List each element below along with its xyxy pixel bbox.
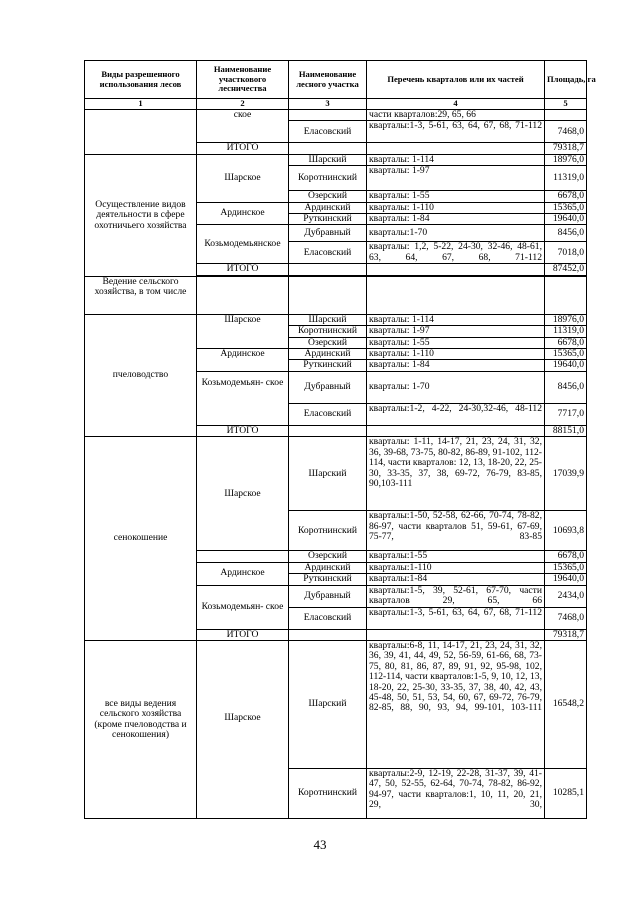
- bees-forestry-kozmo: Козьмодемьян- ское: [197, 371, 289, 425]
- agri-plot: [289, 276, 367, 314]
- bees-area-6: 8456,0: [545, 371, 587, 403]
- bees-total-plot: [289, 425, 367, 436]
- bees-plot-6: Дубравный: [289, 371, 367, 403]
- hunting-total-label: ИТОГО: [197, 264, 289, 275]
- hunting-total-area: 87452,0: [545, 264, 587, 275]
- hunting-area-6: 8456,0: [545, 225, 587, 242]
- cont-total-label: ИТОГО: [197, 143, 289, 154]
- bees-plot-7: Еласовский: [289, 403, 367, 425]
- bees-area-5: 19640,0: [545, 360, 587, 371]
- bees-forestry-sharskoe: [197, 314, 289, 348]
- bees-quarters-6: кварталы: 1-70: [367, 371, 545, 403]
- hunting-quarters-7: кварталы: 1,2, 5-22, 24-30, 32-46, 48-61, 63, 64, 67, 68, 71-112: [367, 242, 545, 264]
- cont-plot-2: Еласовский: [289, 121, 367, 143]
- allagri-forestry-sharskoe: Шарское: [197, 640, 289, 818]
- hunting-plot-3: Озерский: [289, 191, 367, 202]
- header-forest-plot: Наименование лесного участка: [289, 61, 367, 99]
- hay-plot-2: Коротнинский: [289, 511, 367, 551]
- hunting-area-7: 7018,0: [545, 242, 587, 264]
- hunting-area-1: 18976,0: [545, 154, 587, 165]
- hunting-plot-1: Шарский: [289, 154, 367, 165]
- hay-plot-6: Дубравный: [289, 585, 367, 607]
- hay-plot-4: Ардинский: [289, 562, 367, 573]
- hunting-quarters-3: кварталы: 1-55: [367, 191, 545, 202]
- header-use-type: Виды разрешенного использования лесов: [85, 61, 197, 99]
- hunting-area-2: 11319,0: [545, 166, 587, 191]
- hay-forestry-ardinskoe: Ардинское: [197, 562, 289, 585]
- bees-forestry-ardinskoe: Ардинское: [197, 349, 289, 372]
- header-quarters: Перечень кварталов или их частей: [367, 61, 545, 99]
- hay-area-3: 6678,0: [545, 551, 587, 562]
- hay-forestry-sharskoe: Шарское: [197, 437, 289, 551]
- hay-use-type: сенокошение: [85, 437, 197, 641]
- header-num-3: 3: [289, 99, 367, 110]
- hunting-plot-5: Руткинский: [289, 214, 367, 225]
- bees-area-3: 6678,0: [545, 337, 587, 348]
- agri-area: [545, 276, 587, 314]
- hunting-total-quarters: [367, 264, 545, 275]
- header-num-2: 2: [197, 99, 289, 110]
- agri-forestry: [197, 276, 289, 314]
- hay-area-1: 17039,9: [545, 437, 587, 511]
- hunting-plot-7: Еласовский: [289, 242, 367, 264]
- bees-plot-1: Шарский: [289, 314, 367, 325]
- bees-quarters-7: кварталы:1-2, 4-22, 24-30,32-46, 48-112: [367, 403, 545, 425]
- hunting-quarters-2: кварталы: 1-97: [367, 166, 545, 191]
- hay-quarters-6: кварталы:1-5, 39, 52-61, 67-70, части кварталов 29, 65, 66: [367, 585, 545, 607]
- hunting-forestry-ardinskoe: Ардинское: [197, 202, 289, 225]
- bees-plot-2: Коротнинский: [289, 326, 367, 337]
- bees-plot-5: Руткинский: [289, 360, 367, 371]
- hay-total-plot: [289, 629, 367, 640]
- bees-area-2: 11319,0: [545, 326, 587, 337]
- header-num-5: 5: [545, 99, 587, 110]
- bees-quarters-5: кварталы: 1-84: [367, 360, 545, 371]
- header-area: Площадь, га: [545, 61, 587, 99]
- agri-use-type: Ведение сельского хозяйства, в том числе: [85, 276, 197, 314]
- hay-area-7: 7468,0: [545, 607, 587, 629]
- header-forestry: Наименование участкового лесничества: [197, 61, 289, 99]
- hay-plot-1: Шарский: [289, 437, 367, 511]
- hunting-area-4: 15365,0: [545, 202, 587, 213]
- bees-plot-3: Озерский: [289, 337, 367, 348]
- allagri-plot-2: Коротнинский: [289, 768, 367, 818]
- header-num-4: 4: [367, 99, 545, 110]
- hay-quarters-3: кварталы:1-55: [367, 551, 545, 562]
- hay-area-6: 2434,0: [545, 585, 587, 607]
- bees-total-area: 88151,0: [545, 425, 587, 436]
- bees-quarters-1: кварталы: 1-114: [367, 314, 545, 325]
- hay-plot-7: Еласовский: [289, 607, 367, 629]
- bees-total-label: ИТОГО: [197, 425, 289, 436]
- hay-forestry-empty: [197, 551, 289, 562]
- hay-quarters-5: кварталы:1-84: [367, 574, 545, 585]
- allagri-use-type: все виды ведения сельского хозяйства (кроме пчеловодства и сенокошения): [85, 640, 197, 818]
- hunting-quarters-5: кварталы: 1-84: [367, 214, 545, 225]
- hay-area-5: 19640,0: [545, 574, 587, 585]
- bees-quarters-2: кварталы: 1-97: [367, 326, 545, 337]
- hay-forestry-kozmo: Козьмодемьян- ское: [197, 585, 289, 629]
- hunting-plot-6: Дубравный: [289, 225, 367, 242]
- agri-quarters: [367, 276, 545, 314]
- cont-total-plot: [289, 143, 367, 154]
- hunting-plot-4: Ардинский: [289, 202, 367, 213]
- bees-area-4: 15365,0: [545, 349, 587, 360]
- hunting-area-5: 19640,0: [545, 214, 587, 225]
- cont-quarters-2: кварталы:1-3, 5-61, 63, 64, 67, 68, 71-112: [367, 121, 545, 143]
- hunting-quarters-4: кварталы: 1-110: [367, 202, 545, 213]
- header-num-1: 1: [85, 99, 197, 110]
- hay-total-area: 79318,7: [545, 629, 587, 640]
- cont-quarters-1: части кварталов:29, 65, 66: [367, 110, 545, 121]
- hay-area-2: 10693,8: [545, 511, 587, 551]
- hunting-area-3: 6678,0: [545, 191, 587, 202]
- hay-quarters-1: кварталы: 1-11, 14-17, 21, 23, 24, 31, 32, 36, 39-68, 73-75, 80-82, 86-89, 91-102, 112-114, части кварталов: 12, 13, 18-20, 22, 25-30, 33-35, 37, 38, 69-72, 76-79, 83-85, 90,103-111: [367, 437, 545, 511]
- cont-total-area: 79318,7: [545, 143, 587, 154]
- hay-total-quarters: [367, 629, 545, 640]
- hay-area-4: 15365,0: [545, 562, 587, 573]
- hay-plot-3: Озерский: [289, 551, 367, 562]
- bees-total-quarters: [367, 425, 545, 436]
- cont-area-2: 7468,0: [545, 121, 587, 143]
- cont-forestry: ское: [197, 110, 289, 143]
- cont-plot-1: [289, 110, 367, 121]
- bees-forestry-sharskoe-label: Шарское: [224, 313, 261, 325]
- cont-total-quarters: [367, 143, 545, 154]
- page-number: 43: [313, 837, 327, 852]
- allagri-plot-1: Шарский: [289, 640, 367, 768]
- forest-use-table: [84, 60, 596, 819]
- allagri-area-1: 16548,2: [545, 640, 587, 768]
- allagri-quarters-1: кварталы:6-8, 11, 14-17, 21, 23, 24, 31, 32, 36, 39, 41, 44, 49, 52, 56-59, 61-66, 68, 73-75, 80, 81, 86, 87, 89, 91, 92, 95-98, 102, 112-114, части кварталов:1-5, 9, 10, 12, 13, 18-20, 22, 25-30, 33-35, 37, 38, 40, 42, 43, 45-48, 50, 51, 53, 54, 60, 67, 69-72, 76-79, 82-85, 88, 90, 93, 94, 99-101, 103-111: [367, 640, 545, 768]
- hay-total-label: ИТОГО: [197, 629, 289, 640]
- bees-quarters-4: кварталы: 1-110: [367, 349, 545, 360]
- hunting-use-type: Осуществление видов деятельности в сфере охотничьего хозяйства: [85, 154, 197, 276]
- bees-plot-4: Ардинский: [289, 349, 367, 360]
- hunting-quarters-6: кварталы:1-70: [367, 225, 545, 242]
- bees-use-type: пчеловодство: [85, 314, 197, 436]
- hay-quarters-2: кварталы:1-50, 52-58, 62-66, 70-74, 78-82, 86-97, части кварталов 51, 59-61, 67-69, 75-77, 83-85: [367, 511, 545, 551]
- hunting-total-plot: [289, 264, 367, 275]
- hunting-forestry-sharskoe: Шарское: [197, 154, 289, 202]
- hay-plot-5: Руткинский: [289, 574, 367, 585]
- hay-quarters-4: кварталы:1-110: [367, 562, 545, 573]
- hunting-forestry-kozmo: Козьмодемьянское: [197, 225, 289, 264]
- hay-quarters-7: кварталы:1-3, 5-61, 63, 64, 67, 68, 71-112: [367, 607, 545, 629]
- allagri-area-2: 10285,1: [545, 768, 587, 818]
- bees-area-7: 7717,0: [545, 403, 587, 425]
- allagri-quarters-2: кварталы:2-9, 12-19, 22-28, 31-37, 39, 41-47, 50, 52-55, 62-64, 70-74, 78-82, 86-92, 94-97, части кварталов:1, 10, 11, 20, 21, 29, 30,: [367, 768, 545, 818]
- cont-area-1: [545, 110, 587, 121]
- hunting-quarters-1: кварталы: 1-114: [367, 154, 545, 165]
- bees-area-1: 18976,0: [545, 314, 587, 325]
- cont-use-type: [85, 110, 197, 155]
- hunting-plot-2: Коротнинский: [289, 166, 367, 191]
- bees-quarters-3: кварталы: 1-55: [367, 337, 545, 348]
